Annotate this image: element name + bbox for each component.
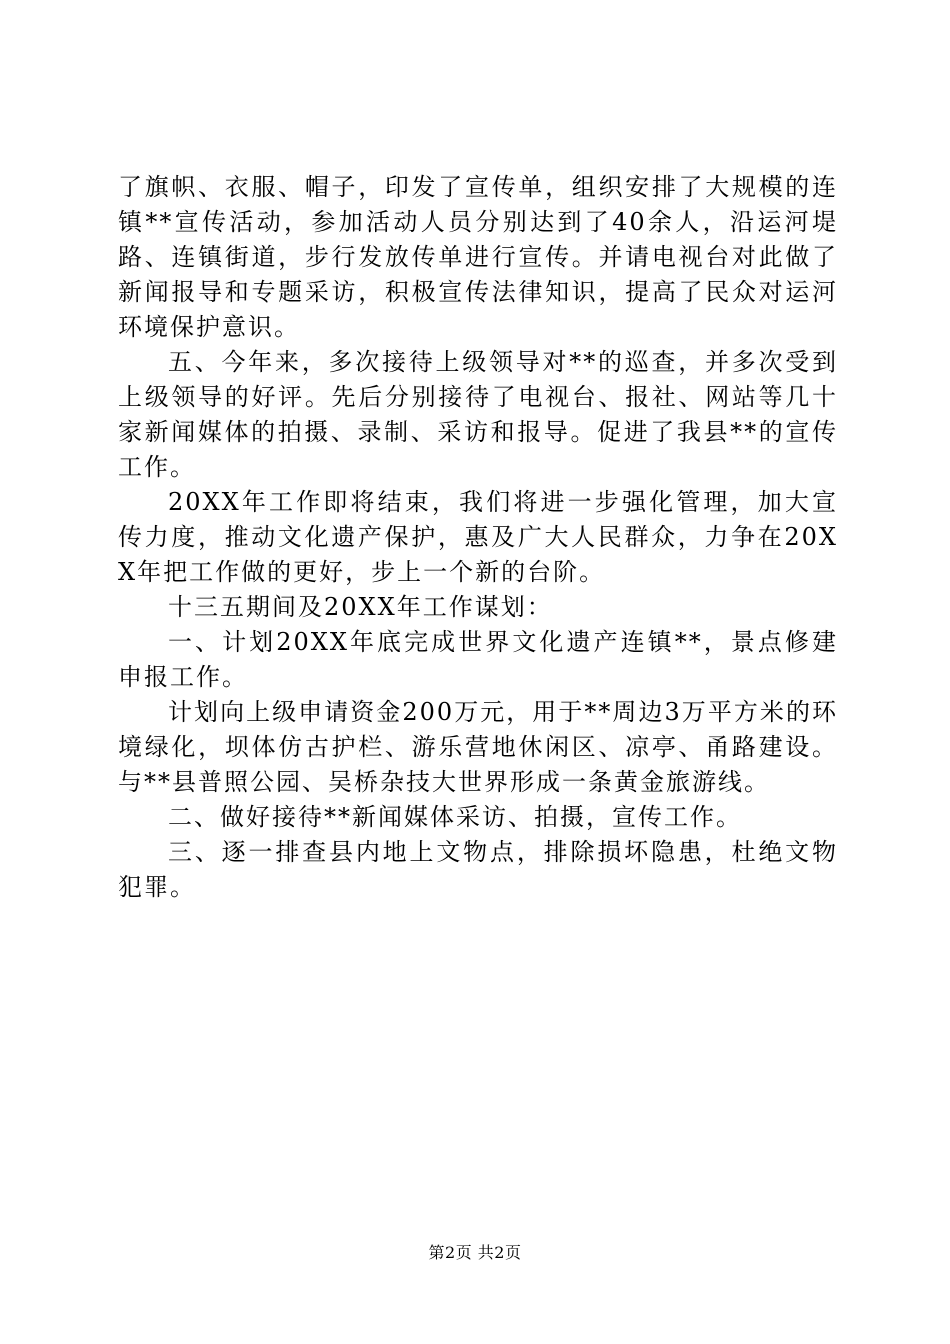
paragraph-plan-funding: 计划向上级申请资金200万元，用于**周边3万平方米的环境绿化，坝体仿古护栏、游乐营地休闲区、凉亭、甬路建设。与**县普照公园、吴桥杂技大世界形成一条黄金旅游线。: [118, 698, 838, 796]
paragraph-plan-two: 二、做好接待**新闻媒体采访、拍摄，宣传工作。: [168, 803, 742, 831]
paragraph-continuation: 了旗帜、衣服、帽子，印发了宣传单，组织安排了大规模的连镇**宣传活动，参加活动人员分别达到了40余人，沿运河堤路、连镇街道，步行发放传单进行宣传。并请电视台对此做了新闻报导和专题采访，积极宣传法律知识，提高了民众对运河环境保护意识。: [118, 173, 838, 341]
paragraph-year-summary: 20XX年工作即将结束，我们将进一步强化管理，加大宣传力度，推动文化遗产保护，惠及广大人民群众，力争在20XX年把工作做的更好，步上一个新的台阶。: [118, 488, 838, 586]
paragraph-plan-one: 一、计划20XX年底完成世界文化遗产连镇**，景点修建申报工作。: [118, 628, 838, 691]
document-body: [118, 170, 838, 905]
page-footer: [0, 1242, 950, 1264]
paragraph-plan-heading: 十三五期间及20XX年工作谋划：: [168, 593, 553, 621]
page-number-label: 第2页 共2页: [428, 1243, 522, 1262]
paragraph-plan-three: 三、逐一排查县内地上文物点，排除损坏隐患，杜绝文物犯罪。: [118, 838, 838, 901]
paragraph-section-five: 五、今年来，多次接待上级领导对**的巡查，并多次受到上级领导的好评。先后分别接待了电视台、报社、网站等几十家新闻媒体的拍摄、录制、采访和报导。促进了我县**的宣传工作。: [118, 348, 838, 481]
